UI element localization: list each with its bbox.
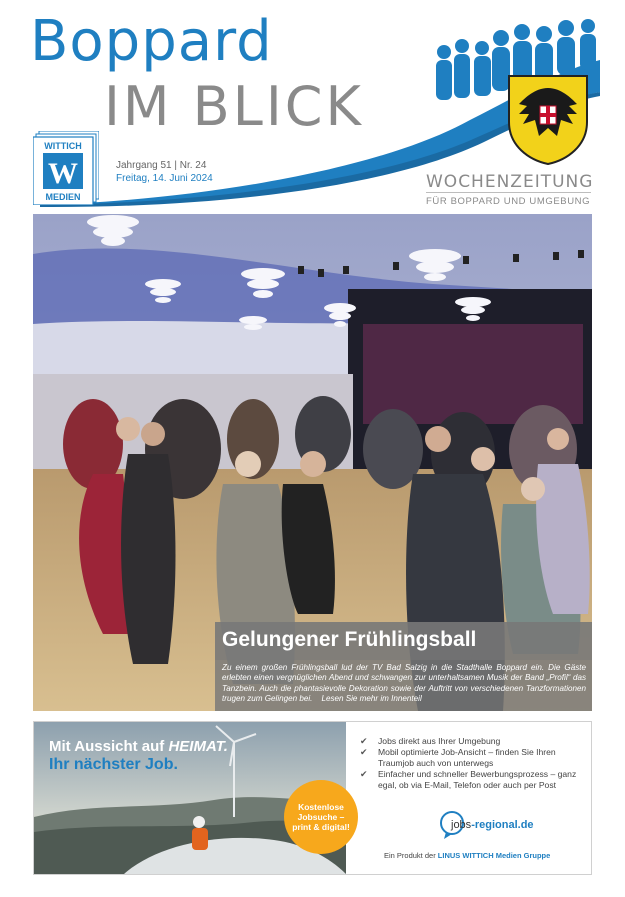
ad-headline-emphasis: HEIMAT. (168, 738, 228, 755)
read-more-link[interactable]: Lesen Sie mehr im Innenteil (321, 693, 422, 703)
jobs-regional-link[interactable] (451, 819, 534, 831)
ad-badge-line1: Kostenlose (298, 802, 344, 812)
paper-subtitle: FÜR BOPPARD UND UMGEBUNG (426, 196, 591, 207)
wittich-medien-logo (33, 131, 99, 205)
ad-badge-line3: print & digital! (292, 822, 350, 832)
boppard-coat-of-arms-icon (505, 70, 591, 166)
ad-benefits-list (360, 736, 590, 791)
cover-headline: Gelungener Frühlingsball (222, 628, 477, 651)
ad-badge-line2: Jobsuche – (297, 812, 345, 822)
issue-date: Freitag, 14. Juni 2024 (116, 173, 213, 184)
ad-headline (49, 738, 228, 755)
benefit-text: Jobs direkt aus Ihrer Umgebung (378, 736, 501, 746)
masthead-title-line2: IM BLICK (104, 75, 364, 138)
ad-footer-brand: LINUS WITTICH Medien Gruppe (437, 851, 551, 860)
jobs-advertisement[interactable] (33, 721, 592, 875)
paper-type-divider (426, 192, 591, 193)
paper-type: WOCHENZEITUNG (426, 172, 594, 192)
list-item (360, 747, 590, 769)
masthead-title-line1: Boppard (30, 9, 273, 74)
check-icon: ✔ (360, 769, 368, 779)
cover-lead (222, 663, 586, 704)
logo-suffix: -regional.de (471, 819, 534, 831)
benefit-text: Einfacher und schneller Bewerbungsprozess – ganz egal, ob via E-Mail, Telefon oder auch per Post (378, 769, 577, 790)
benefit-text: Mobil optimierte Job-Ansicht – finden Sie Ihren Traumjob auch von unterwegs (378, 747, 556, 768)
cover-lead-text: Zu einem großen Frühlingsball lud der TV Bad Salzig in die Stadthalle Boppard ein. Die Gäste erlebten einen vergnüglichen Abend und schwangen zur unterhaltsamen Musik der Band „Profil“ das Tanzbein. Auch die phantasievolle Dekoration sowie der Auftritt von verschiedenen Tanzformationen trugen zum Gelingen bei. (222, 663, 586, 703)
ad-headline-text: Mit Aussicht auf (49, 738, 169, 755)
logo-prefix: jobs (451, 819, 472, 831)
list-item (360, 769, 590, 791)
check-icon: ✔ (360, 747, 368, 757)
ad-footer (384, 851, 550, 860)
issue-number: Jahrgang 51 | Nr. 24 (116, 160, 207, 171)
ad-subheadline: Ihr nächster Job. (49, 756, 178, 773)
logo-text-mark: W (48, 157, 78, 190)
list-item (360, 736, 590, 747)
ad-footer-text: Ein Produkt der (384, 851, 438, 860)
logo-text-top: WITTICH (44, 141, 82, 151)
logo-text-bottom: MEDIEN (45, 192, 81, 202)
check-icon: ✔ (360, 736, 368, 746)
ad-badge-text (284, 802, 358, 832)
